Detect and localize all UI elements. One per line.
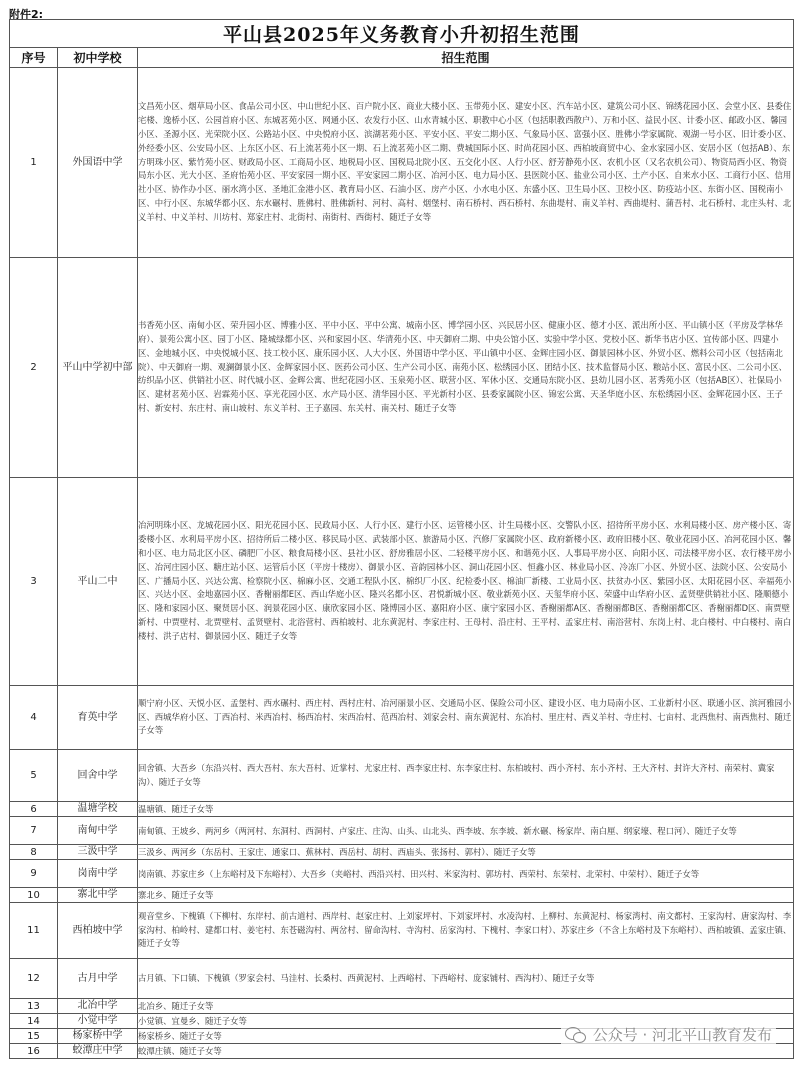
row-seq: 15	[10, 1029, 58, 1044]
row-seq: 16	[10, 1044, 58, 1059]
row-range: 岗南镇、苏家庄乡（上东峪村及下东峪村）、大吾乡（夹峪村、西沿兴村、田兴村、米家沟村、郭坊村、西荣村、东荣村、北荣村、中荣村）、随迁子女等	[138, 860, 794, 888]
row-range: 书香苑小区、南甸小区、荣升园小区、博雅小区、平中小区、平中公寓、城南小区、博学园小区、兴民居小区、健康小区、德才小区、派出所小区、平山镇小区（平房及学林华府）、景苑公寓小区、园丁小区、隆城绿都小区、兴和家园小区、华清苑小区、中天御府二期、中央公馆小区、实验中学小区、党校小区、新华书店小区、宜传部小区、四建小区、金地城小区、中央悦城小区、技工校小区、康乐园小区、人大小区、外国语中学小区、平山镇中小区、金辉庄园小区、御景园林小区、外贸小区、燃料公司小区（包括南北院）、中天御府一期、观澜御景小区、金辉家园小区、医药公司小区、生产公司小区、南苑小区、松绣园小区、团结小区、技术监督局小区、粮站小区、富民小区、二公司小区、纺织品小区、供销社小区、时代城小区、金辉公寓、世纪花园小区、玉泉苑小区、联营小区、军休小区、交通局东院小区、县幼儿园小区、茗秀苑小区（包括AB区）、社保局小区、建材茗苑小区、岩霖苑小区、享光花园小区、水产局小区、清华园小区、平光新村小区、县委家属院小区、锦宏公寓、天圣华庭小区、东松绣园小区、金辉花园小区、王子村、新安村、东庄村、南山坡村、东义羊村、王子嘉园、东关村、南关村、随迁子女等	[138, 258, 794, 478]
row-range: 寨北乡、随迁子女等	[138, 888, 794, 903]
wechat-icon	[565, 1025, 587, 1043]
row-range: 三汲乡、两河乡（东岳村、王家庄、通家口、蕉林村、西岳村、胡村、西庙头、张扬村、郭村）、随迁子女等	[138, 845, 794, 860]
row-school: 南甸中学	[58, 817, 138, 845]
table-row	[10, 802, 794, 817]
row-school: 育英中学	[58, 686, 138, 750]
row-range: 冶河明珠小区、龙城花园小区、阳光花园小区、民政局小区、人行小区、建行小区、运管楼小区、计生局楼小区、交警队小区、招待所平房小区、水利局楼小区、房产楼小区、寄委楼小区、水利局平房小区、招待所后二楼小区、移民局小区、武装部小区、旅游局小区、汽修厂家属院小区、政府新楼小区、政府旧楼小区、敬业花园小区、冶河花园小区、馨和小区、电力局北区小区、磷肥厂小区、粮食局楼小区、县社小区、舒房雅居小区、二轻楼平房小区、和谐苑小区、人事局平房小区、向阳小区、司法楼平房小区、农行楼平房小区、冶河庄园小区、糖庄站小区、运管后小区（平房十楼房）、御景小区、音韵园林小区、洞山花园小区、恒鑫小区、林业局小区、冷冻厂小区、外贸小区、法院小区、公安局小区、广播局小区、兴达公寓、检察院小区、棉麻小区、交通工程队小区、棉织厂小区、纪检委小区、棉油厂新楼、工业局小区、扶贫办小区、紫园小区、太阳花园小区、幸福苑小区、兴达小区、金地嘉园小区、香榭丽都E区、西山华庭小区、隆兴名都小区、君悦新城小区、敬业新苑小区、天玺华府小区、荣盛中山华府小区、孟贤壁供销社小区、隆顺德小区、隆和家园小区、聚贤居小区、润景花园小区、康欣家园小区、隆博园小区、嘉阳府小区、康宁家园小区、香榭丽都A区、香榭丽都B区、香榭丽都C区、香榭丽都D区、南贾壁新村、中贾壁村、北贾壁村、孟贤壁村、北浴营村、西柏坡村、北东黄泥村、李家庄村、王母村、沿庄村、王平村、孟家庄村、南浴营村、东岗上村、北白楼村、中白楼村、南白楼村、洪子店村、御景园小区、随迁子女等	[138, 478, 794, 686]
row-school: 小觉中学	[58, 1014, 138, 1029]
row-range: 北冶乡、随迁子女等	[138, 999, 794, 1014]
row-school: 古月中学	[58, 959, 138, 999]
row-school: 外国语中学	[58, 68, 138, 258]
row-seq: 12	[10, 959, 58, 999]
row-seq: 14	[10, 1014, 58, 1029]
row-range: 顺宁府小区、天悦小区、孟堡村、西水碾村、西庄村、西村庄村、冶河丽景小区、交通局小区、保险公司小区、建设小区、电力局南小区、工业新村小区、联通小区、滨河雅园小区、西城华府小区、丁西冶村、米西冶村、杨西冶村、宋西冶村、范西冶村、刘家会村、南东黄泥村、东冶村、里庄村、西义羊村、寺庄村、七亩村、北西焦村、南西焦村、随迁子女等	[138, 686, 794, 750]
row-range: 南甸镇、王坡乡、两河乡（两河村、东洞村、西洞村、卢家庄、庄沟、山头、山北头、西李坡、东李坡、新水碾、杨家岸、南白厘、纲家壕、程口河）、随迁子女等	[138, 817, 794, 845]
table-row	[10, 68, 794, 258]
header-range: 招生范围	[138, 48, 794, 68]
header-school: 初中学校	[58, 48, 138, 68]
row-range: 古月镇、下口镇、下槐镇（罗家会村、马洼村、长桑村、西黄泥村、上西峪村、下西峪村、庞家铺村、西沟村）、随迁子女等	[138, 959, 794, 999]
table-row	[10, 750, 794, 802]
table-row	[10, 258, 794, 478]
row-school: 寨北中学	[58, 888, 138, 903]
row-range: 文昌苑小区、烟草局小区、食品公司小区、中山世纪小区、百户院小区、商业大楼小区、玉带苑小区、建安小区、汽车站小区、建筑公司小区、锦绣花园小区、会堂小区、县委住宅楼、逸桥小区、公园首府小区、东城茗苑小区、网通小区、农发行小区、山水青城小区、职教中心小区（包括职教西散户）、万和小区、益民小区、计委小区、邮政小区、馨园小区、圣源小区、光荣院小区、公路站小区、中央悦府小区、滨湖茗苑小区、平安小区、平安二期小区、气象局小区、富强小区、胜佛小学家属院、观湖一号小区、旧计委小区、外经委小区、公安局小区、上东区小区、石上流茗苑小区一期、石上流茗苑小区二期、费城国际小区、时尚花园小区、西柏坡商贸中心、金水家园小区、安居小区（包括AB）、东方明珠小区、紫竹苑小区、财政局小区、工商局小区、地税局小区、国税局北院小区、五交化小区、人行小区、舒芳静苑小区、农机小区（又名农机公司）、物资局西小区、物资局东小区、光大小区、圣府怡苑小区、平安家园一期小区、平安家园二期小区、冶河小区、电力局小区、县医院小区、盐业公司小区、土产小区、自来水小区、工商行小区、信用社小区、协作办小区、丽水湾小区、圣地汇金港小区、教育局小区、石油小区、房产小区、小水电小区、东盛小区、卫生局小区、卫校小区、防疫站小区、东街小区、国税南小区、中行小区、东城华都小区、东水碾村、胜佛村、胜佛新村、河村、高村、烟堡村、南石桥村、西石桥村、东曲堤村、南义羊村、西曲堤村、蒲吾村、北石桥村、北庄头村、北义羊村、中义羊村、川坊村、郑家庄村、北街村、南街村、西街村、随迁子女等	[138, 68, 794, 258]
row-range: 杨家桥乡、随迁子女等	[138, 1029, 794, 1044]
row-range: 观音堂乡、下槐镇（下柳村、东岸村、前古道村、西岸村、赵家庄村、上刘家坪村、下刘家坪村、水凌沟村、上柳村、东黄泥村、杨家湾村、南文都村、王家沟村、唐家沟村、李家沟村、柏岭村、建都口村、姜宅村、东苍磁沟村、两岔村、留命沟村、寺沟村、岳家沟村、下槐村、李家口村）、苏家庄乡（不含上东峪村及下东峪村）、西柏坡镇、孟家庄镇、随迁子女等	[138, 903, 794, 959]
row-school: 平山二中	[58, 478, 138, 686]
row-range: 温塘镇、随迁子女等	[138, 802, 794, 817]
row-school: 岗南中学	[58, 860, 138, 888]
row-seq: 2	[10, 258, 58, 478]
row-school: 蛟潭庄中学	[58, 1044, 138, 1059]
table-row	[10, 888, 794, 903]
row-school: 温塘学校	[58, 802, 138, 817]
row-range: 小觉镇、宜曼乡、随迁子女等	[138, 1014, 794, 1029]
watermark	[561, 1021, 776, 1047]
table-row	[10, 845, 794, 860]
row-seq: 11	[10, 903, 58, 959]
table-row	[10, 860, 794, 888]
row-seq: 1	[10, 68, 58, 258]
row-school: 北冶中学	[58, 999, 138, 1014]
table-row	[10, 903, 794, 959]
table-row	[10, 817, 794, 845]
row-range: 回舍镇、大吾乡（东沿兴村、西大吾村、东大吾村、近掌村、尤家庄村、西李家庄村、东李家庄村、东柏坡村、西小齐村、东小齐村、王大齐村、封许大齐村、南荣村、冀家沟）、随迁子女等	[138, 750, 794, 802]
row-school: 杨家桥中学	[58, 1029, 138, 1044]
row-school: 回舍中学	[58, 750, 138, 802]
row-school: 三汲中学	[58, 845, 138, 860]
enrollment-table	[9, 19, 794, 1059]
row-seq: 4	[10, 686, 58, 750]
attachment-label: 附件2:	[9, 8, 44, 21]
table-row	[10, 959, 794, 999]
document-title: 平山县2025年义务教育小升初招生范围	[10, 20, 794, 48]
row-seq: 6	[10, 802, 58, 817]
row-seq: 8	[10, 845, 58, 860]
table-row	[10, 478, 794, 686]
row-seq: 10	[10, 888, 58, 903]
table-row	[10, 999, 794, 1014]
header-seq: 序号	[10, 48, 58, 68]
table-row	[10, 686, 794, 750]
row-school: 西柏坡中学	[58, 903, 138, 959]
row-seq: 13	[10, 999, 58, 1014]
watermark-text: 公众号 · 河北平山教育发布	[592, 1025, 772, 1044]
row-seq: 9	[10, 860, 58, 888]
row-school: 平山中学初中部	[58, 258, 138, 478]
row-seq: 3	[10, 478, 58, 686]
row-range: 蛟潭庄镇、随迁子女等	[138, 1044, 794, 1059]
row-seq: 5	[10, 750, 58, 802]
row-seq: 7	[10, 817, 58, 845]
